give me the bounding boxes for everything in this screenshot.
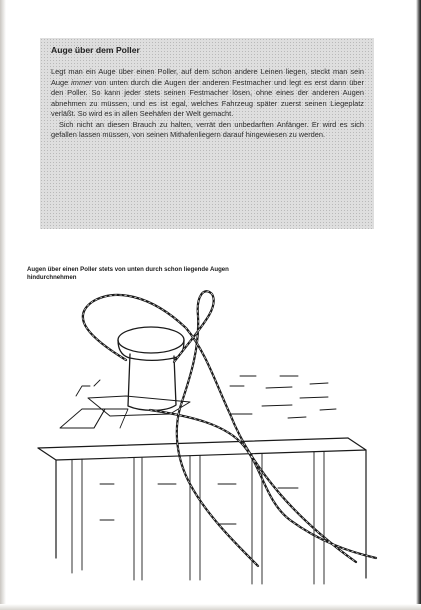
info-box-title: Auge über dem Poller <box>51 45 140 55</box>
info-box <box>40 38 374 229</box>
info-box-paragraph-2: Sich nicht an diesen Brauch zu halten, verrät den unbedarften Anfänger. Er wird es sich gefallen lassen müssen, von seinen Mithafenliegern darauf hingewiesen zu werden. <box>51 119 364 139</box>
rope-strand-texture <box>83 291 376 566</box>
figure-caption: Augen über einen Poller stets von unten durch schon liegende Augen hindurchnehmen <box>27 266 229 282</box>
scan-edge-bottom <box>0 604 421 610</box>
info-box-paragraph-1 <box>51 67 364 120</box>
paragraph-1-part-1: Legt man ein Auge über einen Poller, auf dem schon andere Leinen liegen, steckt man sein Auge <box>51 67 364 87</box>
mooring-rope-3 <box>150 410 376 558</box>
bollard-illustration <box>30 288 390 588</box>
quay-edge <box>38 438 366 578</box>
emphasis-immer: immer <box>71 77 92 87</box>
paragraph-1-part-2: von unten durch die Augen der anderen Festmacher und legt es erst dann über den Poller. So kann jeder stets seinen Festmacher lösen, ohne eines der anderen Augen abnehmen zu müssen, und es ist egal, welches Fahrzeug später zuerst seinen Liegeplatz verläßt. So wird es in allen Seehäfen der Welt gemacht. <box>51 77 364 118</box>
scan-edge-left <box>0 0 6 610</box>
scan-edge-right <box>416 0 421 610</box>
mooring-rope-2 <box>174 291 258 566</box>
